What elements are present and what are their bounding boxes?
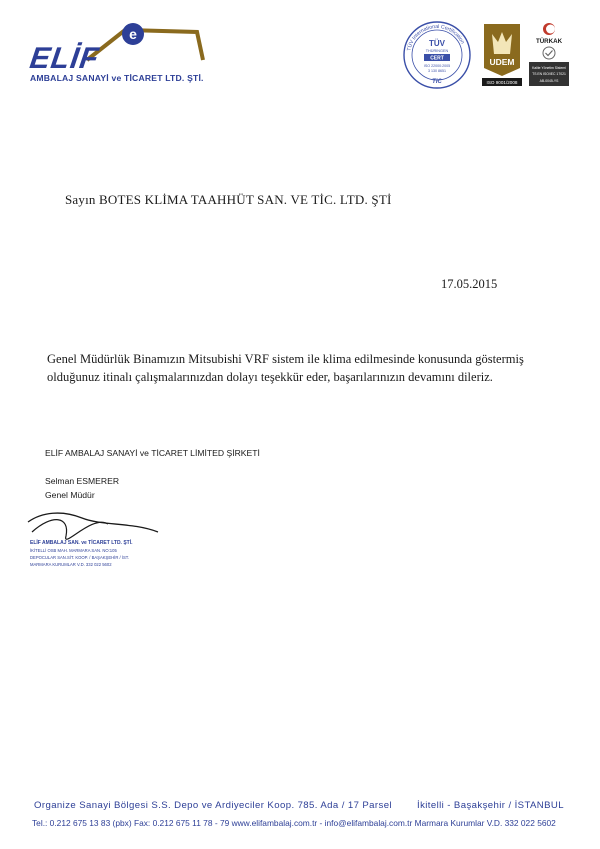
logo-subtitle: AMBALAJ SANAYİ ve TİCARET LTD. ŞTİ. xyxy=(30,73,204,83)
turkak-label: TÜRKAK xyxy=(535,38,563,45)
udem-certification-badge xyxy=(480,20,524,88)
stamp-line4: MARMARA KURUMLAR V.D. 332 022 5602 xyxy=(30,562,112,567)
recipient-line: Sayın BOTES KLİMA TAAHHÜT SAN. VE TİC. LTD. ŞTİ xyxy=(65,192,392,207)
tuv-mark: TÜV xyxy=(429,39,445,48)
signer-title: Genel Müdür xyxy=(45,490,95,500)
turkak-line1: Kalite Yönetim Sistemi xyxy=(532,66,566,70)
turkak-line2: TS EN ISO/IEC 17021 xyxy=(532,72,566,76)
letter-body: Genel Müdürlük Binamızın Mitsubishi VRF sistem ile klima edilmesinde konusunda göstermiş olduğunuz itinalı çalışmalarınızdan dolayı teşekkür eder, başarılarınızın devamını dileriz. xyxy=(47,352,524,384)
company-signature-line: ELİF AMBALAJ SANAYİ ve TİCARET LİMİTED ŞİRKETİ xyxy=(45,448,260,458)
signer-name: Selman ESMERER xyxy=(45,476,120,486)
turkak-code: AB-0045-YS xyxy=(539,79,559,83)
tuv-number: 3 130 8651 xyxy=(428,69,446,73)
udem-standard: ISO 9001/2008 xyxy=(486,80,518,85)
tuv-cert: CERT xyxy=(430,55,444,62)
footer-address xyxy=(34,800,564,811)
logo-roof-icon xyxy=(85,20,205,62)
udem-label: UDEM xyxy=(489,57,515,67)
stamp-line2: İKİTELLİ OSB MAH. MARMARA SAN. NO:105 xyxy=(30,548,117,553)
footer-address-left: Organize Sanayi Bölgesi S.S. Depo ve Ardiyeciler Koop. 785. Ada / 17 Parsel xyxy=(34,800,392,811)
footer-address-right: İkitelli - Başakşehir / İSTANBUL xyxy=(417,800,564,811)
stamp-line1: ELİF AMBALAJ SAN. ve TİCARET LTD. ŞTİ. xyxy=(30,540,133,546)
tuv-ring-text: TÜV International Certification xyxy=(406,23,466,52)
svg-text:e: e xyxy=(129,26,137,42)
company-stamp-and-signature xyxy=(22,510,162,575)
tuv-certification-badge xyxy=(402,20,472,90)
tuv-bottom: TIC xyxy=(432,79,442,85)
letter-date: 17.05.2015 xyxy=(441,277,498,291)
company-logo xyxy=(27,20,205,88)
stamp-line3: DEPOCULAR SAN.SİT. KOOP. / BAŞAKŞEHİR / İST. xyxy=(30,555,130,560)
footer-contact: Tel.: 0.212 675 13 83 (pbx) Fax: 0.212 675 11 78 - 79 www.elifambalaj.com.tr - info@elifambalaj.com.tr Marmara Kurumlar V.D. 332 022 5602 xyxy=(32,818,556,828)
logo-wordmark: ELİF xyxy=(27,42,102,75)
turkak-accreditation-badge xyxy=(528,20,570,88)
tuv-brand: THÜRINGEN xyxy=(425,49,449,53)
tuv-standard: ISO 22000:2005 xyxy=(423,64,451,68)
